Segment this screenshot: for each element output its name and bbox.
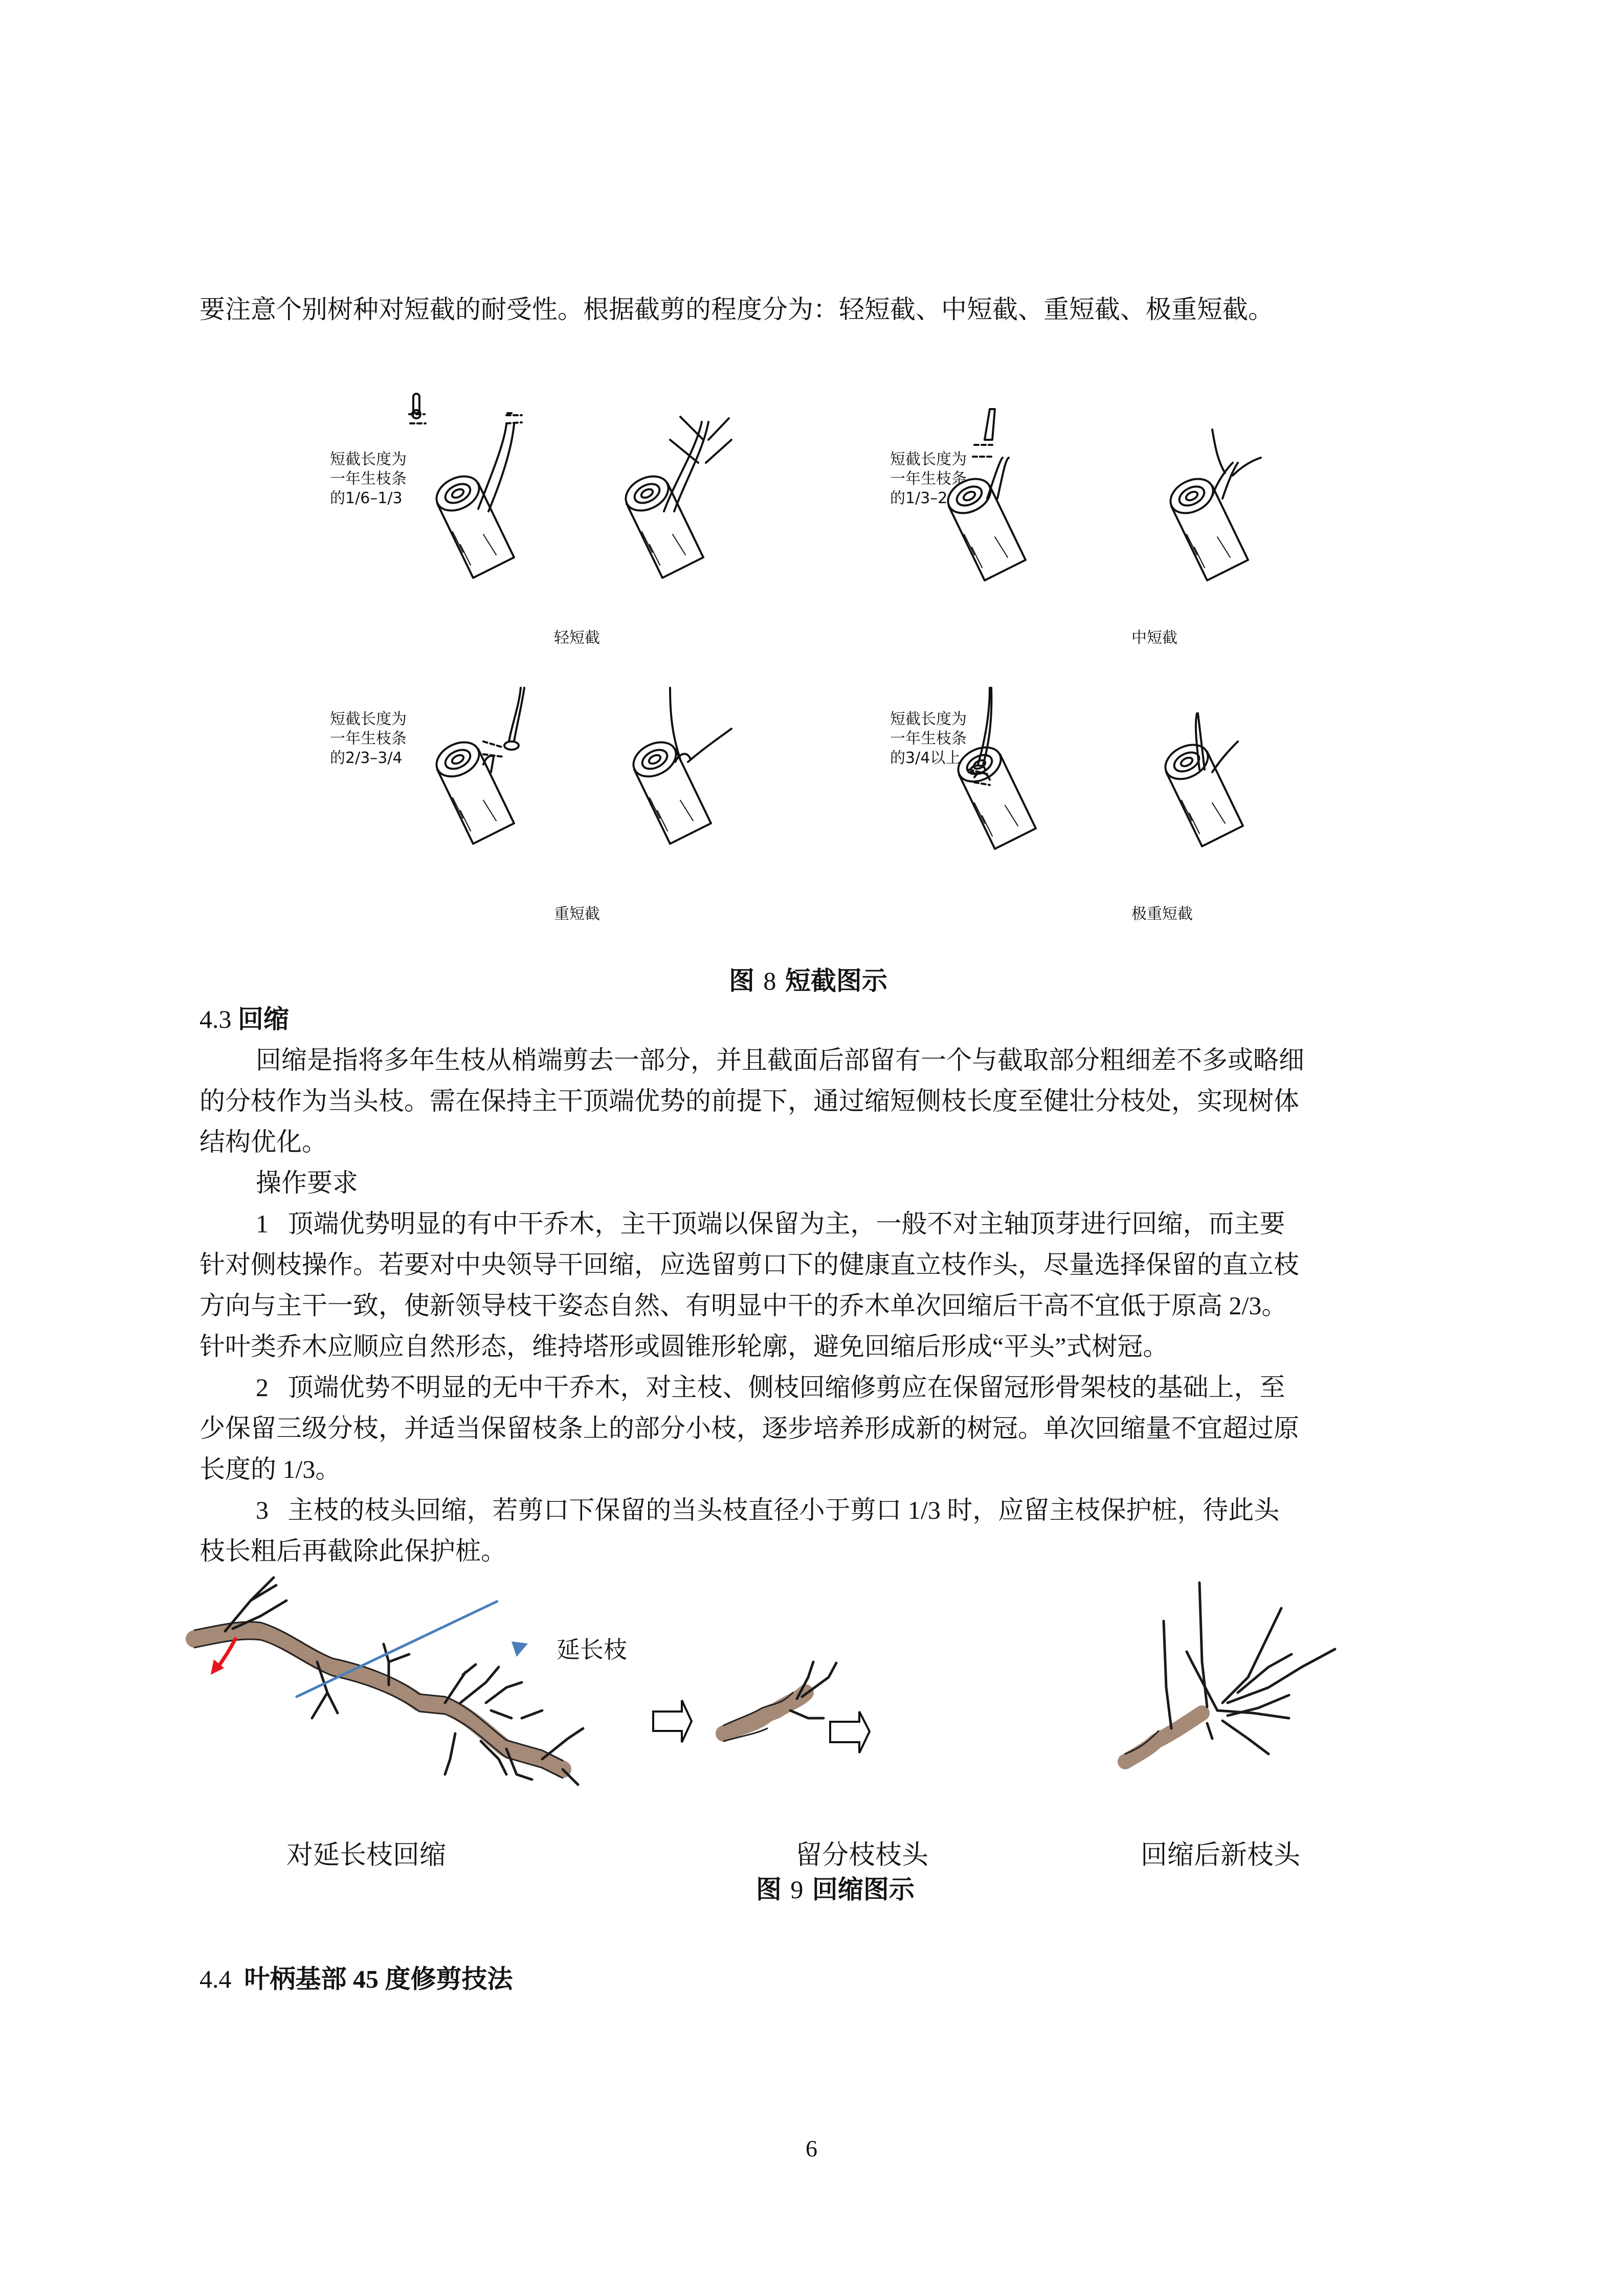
requirements-heading: 操作要求 (256, 1168, 358, 1197)
panel-heavy-title: 重短截 (554, 905, 600, 923)
requirement-item-2-line-3: 长度的 1/3。 (199, 1455, 341, 1483)
requirement-item-1-line-2: 针对侧枝操作。若要对中央领导干回缩，应选留剪口下的健康直立枝作头，尽量选择保留的直立枝 (199, 1250, 1299, 1279)
panel-extreme-label: 短截长度为 一年生枝条 的3/4以上 (890, 710, 967, 767)
section-4-3-intro-line-1: 回缩是指将多年生枝从梢端剪去一部分，并且截面后部留有一个与截取部分粗细差不多或略细 (256, 1046, 1304, 1074)
panel-heavy-label: 短截长度为 一年生枝条 的2/3–3/4 (330, 710, 407, 767)
section-4-4-heading: 4.4 叶柄基部 45 度修剪技法 (199, 1965, 513, 1993)
page-number: 6 (806, 2135, 817, 2162)
figure-8-caption: 图 8 短截图示 (729, 966, 887, 996)
requirement-item-2: 2 顶端优势不明显的无中干乔木，对主枝、侧枝回缩修剪应在保留冠形骨架枝的基础上，至 (256, 1373, 1285, 1402)
requirement-item-1-line-3: 方向与主干一致，使新领导枝干姿态自然、有明显中干的乔木单次回缩后干高不宜低于原高 2/3。 (199, 1291, 1287, 1320)
requirement-item-3-line-2: 枝长粗后再截除此保护桩。 (199, 1537, 506, 1565)
branch-stub (724, 1662, 836, 1741)
section-4-3-intro-line-2: 的分枝作为当头枝。需在保持主干顶端优势的前提下，通过缩短侧枝长度至健壮分枝处，实现树体 (199, 1087, 1299, 1115)
panel-medium-label: 短截长度为 一年生枝条 的1/3–2/3 (890, 451, 967, 507)
stage-label-1: 对延长枝回缩 (286, 1841, 447, 1870)
stage-label-3: 回缩后新枝头 (1141, 1841, 1301, 1870)
extension-branch-annotation: 延长枝 (557, 1637, 627, 1663)
panel-extreme-title: 极重短截 (1131, 905, 1193, 923)
requirement-item-2-line-2: 少保留三级分枝，并适当保留枝条上的部分小枝，逐步培养形成新的树冠。单次回缩量不宜超过原 (199, 1414, 1299, 1443)
branch-full (194, 1578, 583, 1785)
requirement-item-1-line-4: 针叶类乔木应顺应自然形态，维持塔形或圆锥形轮廓，避免回缩后形成“平头”式树冠。 (199, 1332, 1169, 1361)
panel-medium-title: 中短截 (1131, 629, 1177, 647)
stage-label-2: 留分枝枝头 (795, 1841, 929, 1870)
figure-9-caption: 图 9 回缩图示 (756, 1875, 915, 1904)
requirement-item-3: 3 主枝的枝头回缩，若剪口下保留的当头枝直径小于剪口 1/3 时，应留主枝保护桩，待此头 (256, 1496, 1280, 1524)
section-4-3-heading: 4.3 回缩 (199, 1005, 289, 1033)
panel-light-title: 轻短截 (554, 629, 600, 647)
flow-arrow-2 (830, 1712, 870, 1753)
intro-text: 要注意个别树种对短截的耐受性。根据截剪的程度分为：轻短截、中短截、重短截、极重短截。 (199, 295, 1274, 324)
branch-new-head (1125, 1583, 1335, 1762)
panel-light-label: 短截长度为 一年生枝条 的1/6–1/3 (330, 451, 407, 507)
requirement-item-1: 1 顶端优势明显的有中干乔木，主干顶端以保留为主，一般不对主轴顶芽进行回缩，而主要 (256, 1209, 1285, 1238)
section-4-3-intro-line-3: 结构优化。 (199, 1128, 327, 1156)
flow-arrow-1 (653, 1700, 692, 1742)
